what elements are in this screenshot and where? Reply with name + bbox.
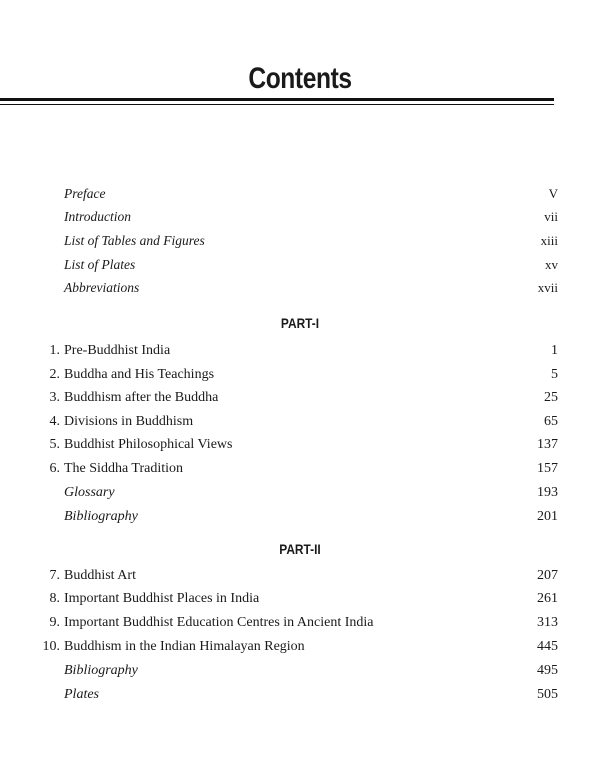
- entry-page: 505: [537, 687, 558, 702]
- title-rule-thin: [0, 104, 554, 105]
- toc-entry-list-of-plates[interactable]: [0, 255, 600, 275]
- entry-label: Pre-Buddhist India: [64, 343, 171, 358]
- entry-page: 261: [537, 591, 558, 606]
- entry-number: 9.: [49, 615, 60, 630]
- entry-page: 193: [537, 485, 558, 500]
- toc-entry[interactable]: [0, 566, 600, 586]
- entry-label: The Siddha Tradition: [64, 461, 184, 476]
- entry-number: 10.: [42, 639, 60, 654]
- entry-page: vii: [544, 209, 558, 224]
- entry-label: Plates: [64, 687, 99, 702]
- part-heading: PART-I: [280, 315, 320, 331]
- entry-label: Buddhist Art: [64, 568, 136, 583]
- entry-label: List of Tables and Figures: [64, 233, 205, 248]
- entry-page: 137: [537, 437, 558, 452]
- toc-entry[interactable]: [0, 365, 600, 385]
- entry-label: Buddha and His Teachings: [64, 367, 215, 382]
- entry-number: 7.: [49, 568, 60, 583]
- entry-label: Bibliography: [64, 663, 138, 678]
- entry-number: 6.: [49, 461, 60, 476]
- toc-entry[interactable]: [0, 412, 600, 432]
- entry-page: xv: [545, 257, 558, 272]
- entry-number: 1.: [49, 343, 60, 358]
- entry-page: 25: [544, 390, 558, 405]
- entry-page: 495: [537, 663, 558, 678]
- toc-entry-preface[interactable]: [0, 184, 600, 204]
- toc-entry[interactable]: [0, 459, 600, 479]
- entry-label: Buddhism after the Buddha: [64, 390, 219, 405]
- toc-entry-list-of-tables[interactable]: [0, 231, 600, 251]
- entry-label: List of Plates: [64, 257, 136, 272]
- toc-entry[interactable]: [0, 435, 600, 455]
- entry-page: 313: [537, 615, 558, 630]
- entry-page: xvii: [537, 280, 558, 295]
- entry-number: 3.: [49, 390, 60, 405]
- entry-number: 8.: [49, 591, 60, 606]
- page-title: Contents: [248, 62, 352, 95]
- entry-page: 1: [551, 343, 558, 358]
- entry-label: Divisions in Buddhism: [64, 414, 194, 429]
- entry-number: 2.: [49, 367, 60, 382]
- entry-label: Abbreviations: [64, 280, 140, 295]
- entry-label: Introduction: [64, 209, 131, 224]
- toc-entry[interactable]: [0, 613, 600, 633]
- toc-entry-glossary[interactable]: [0, 483, 600, 503]
- entry-page: 5: [551, 367, 558, 382]
- entry-label: Important Buddhist Education Centres in Ancient India: [64, 615, 374, 630]
- entry-page: xiii: [540, 233, 558, 248]
- entry-label: Bibliography: [64, 509, 138, 524]
- title-rule-thick: [0, 98, 554, 101]
- entry-label: Buddhist Philosophical Views: [64, 437, 233, 452]
- entry-page: V: [548, 186, 558, 201]
- entry-number: 5.: [49, 437, 60, 452]
- entry-label: Buddhism in the Indian Himalayan Region: [64, 639, 305, 654]
- toc-entry-bibliography[interactable]: [0, 661, 600, 681]
- toc-entry[interactable]: [0, 388, 600, 408]
- entry-page: 207: [537, 568, 558, 583]
- toc-entry[interactable]: [0, 637, 600, 657]
- entry-page: 445: [537, 639, 558, 654]
- entry-page: 65: [544, 414, 558, 429]
- entry-number: 4.: [49, 414, 60, 429]
- toc-entry-abbreviations[interactable]: [0, 278, 600, 298]
- part-heading: PART-II: [279, 541, 321, 557]
- toc-entry-bibliography[interactable]: [0, 507, 600, 527]
- entry-label: Glossary: [64, 485, 115, 500]
- toc-entry-plates[interactable]: [0, 685, 600, 705]
- toc-entry[interactable]: [0, 341, 600, 361]
- entry-label: Important Buddhist Places in India: [64, 591, 260, 606]
- entry-page: 157: [537, 461, 558, 476]
- toc-entry[interactable]: [0, 589, 600, 609]
- toc-entry-introduction[interactable]: [0, 207, 600, 227]
- entry-label: Preface: [64, 186, 106, 201]
- entry-page: 201: [537, 509, 558, 524]
